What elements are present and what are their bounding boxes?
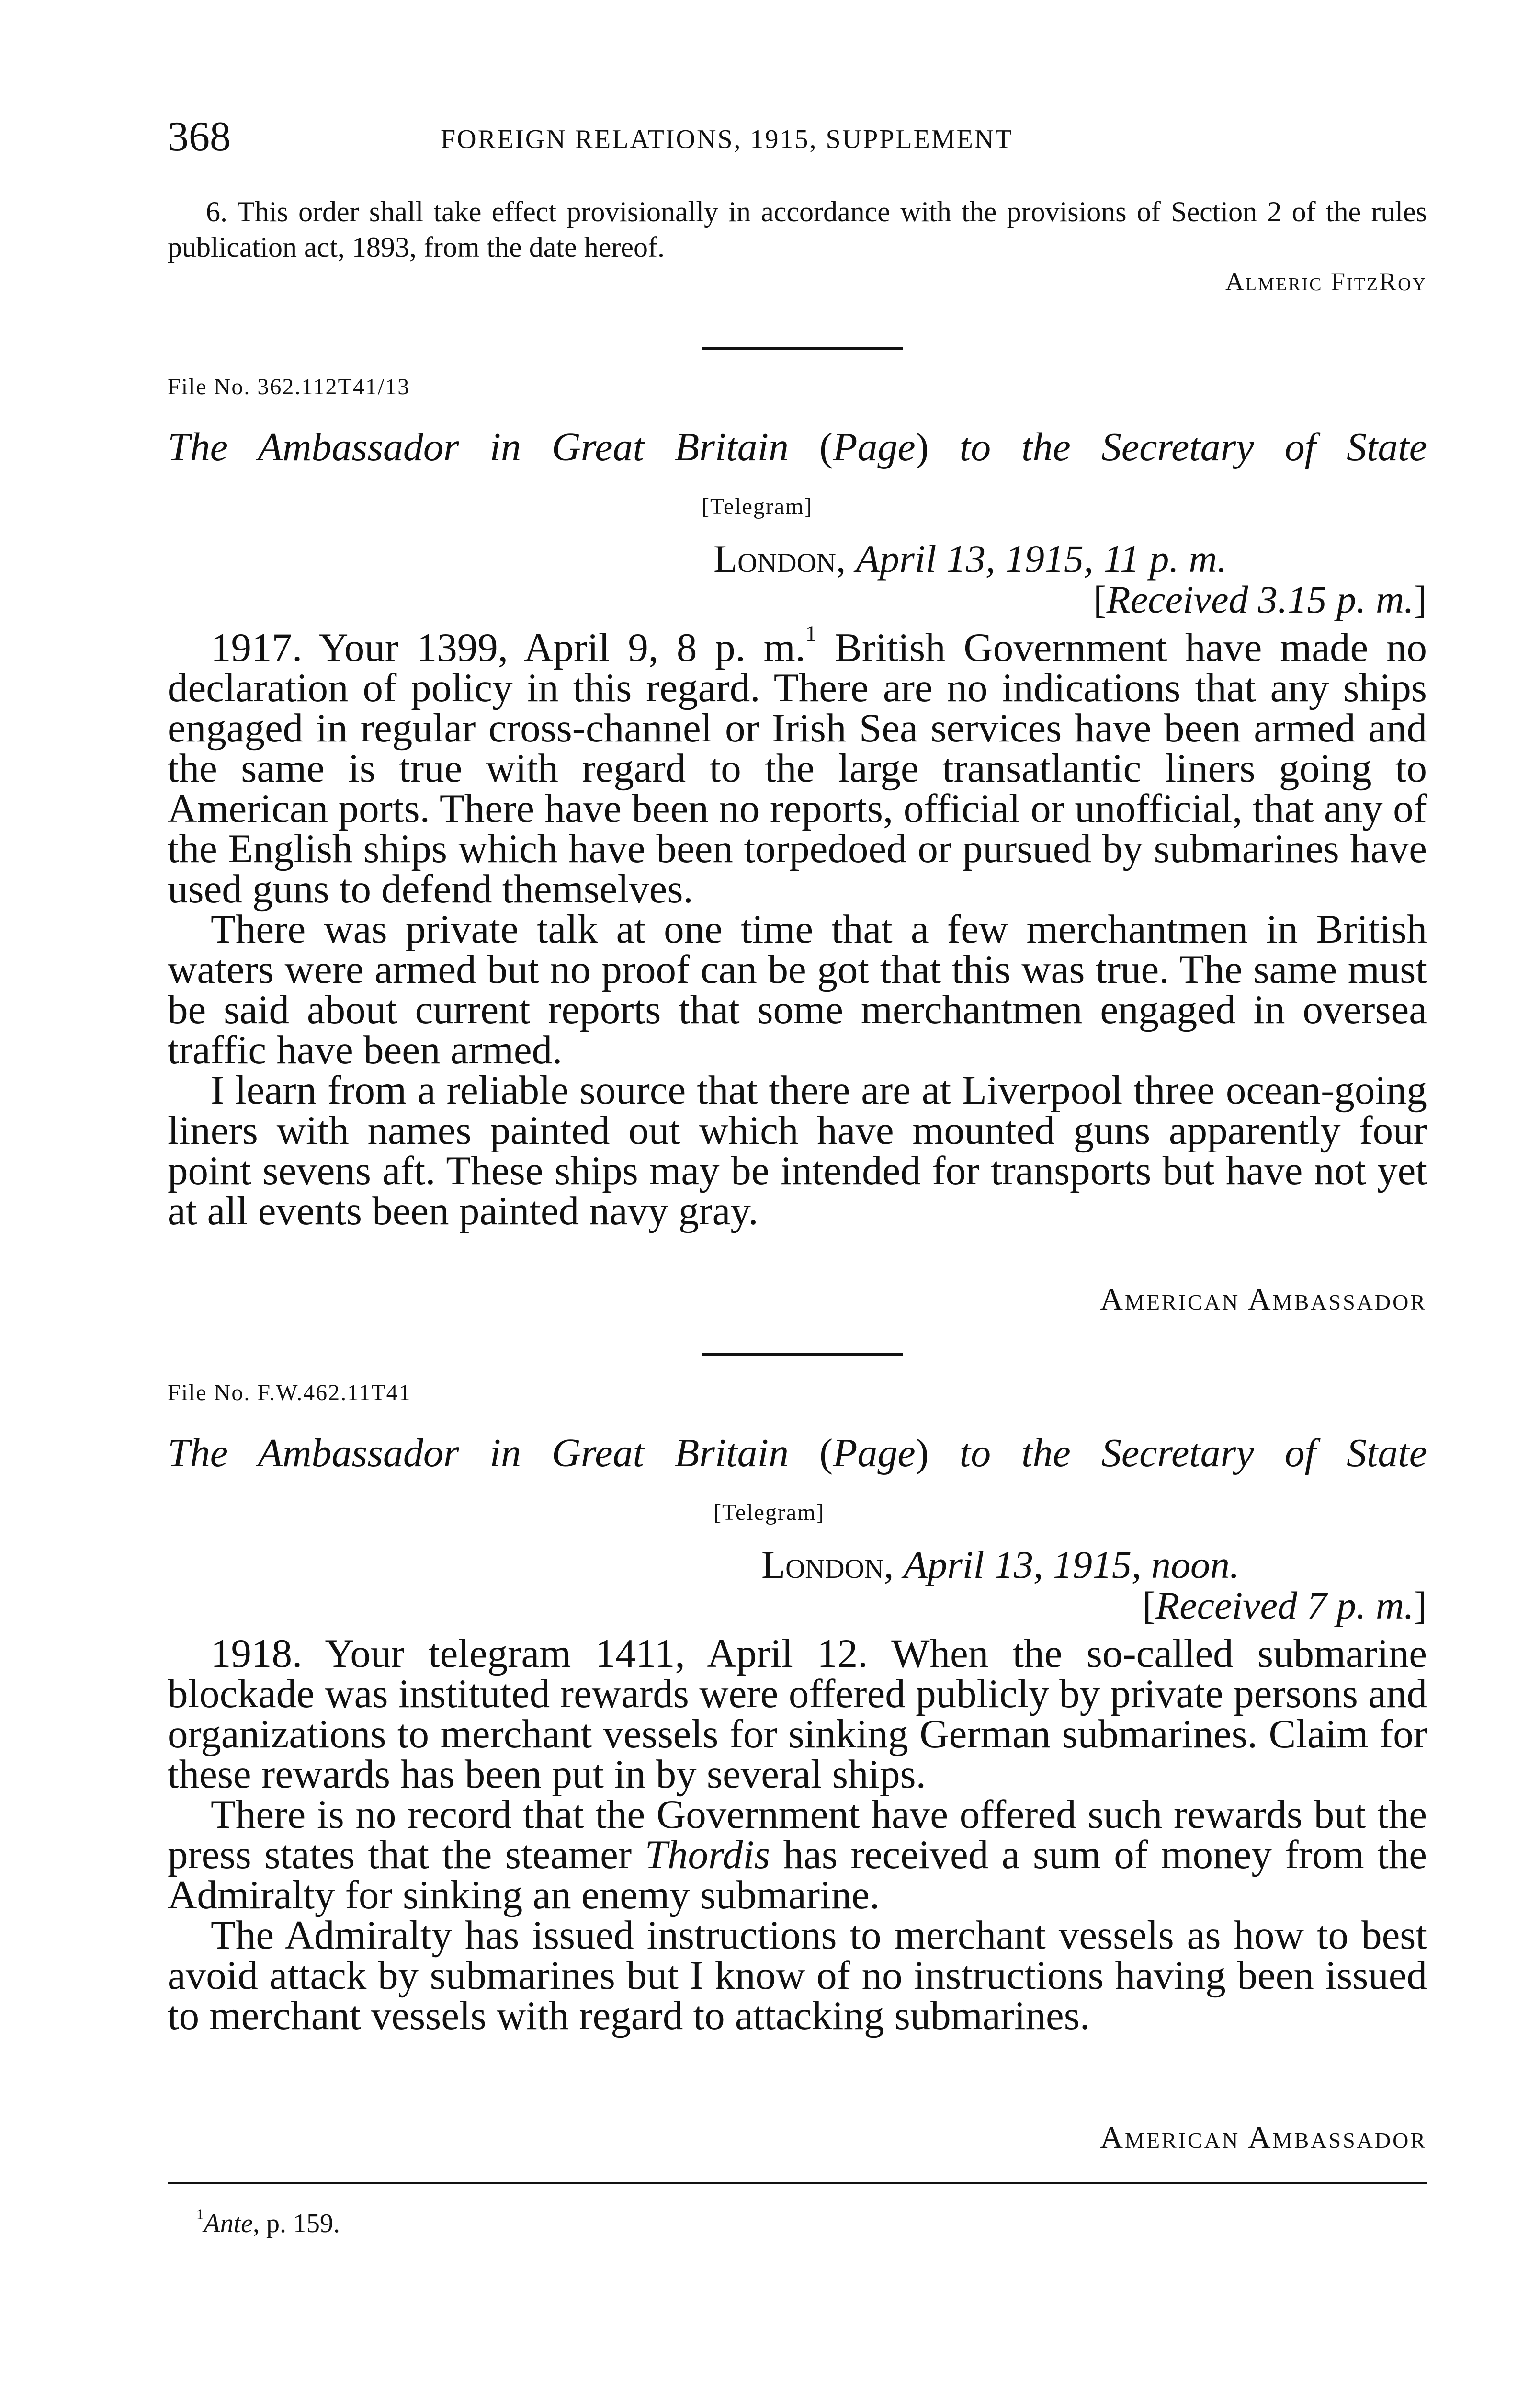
doc2-paragraph-2 bbox=[168, 1794, 1427, 1915]
doc1-received-bracket-close: ] bbox=[1414, 578, 1427, 621]
doc1-paragraph-1 bbox=[168, 621, 1427, 912]
footnote bbox=[196, 2208, 340, 2239]
doc1-place: London, bbox=[713, 537, 846, 581]
footnote-rule bbox=[168, 2182, 1427, 2184]
doc2-signature: American Ambassador bbox=[1100, 2120, 1427, 2155]
doc2-date: April 13, 1915, noon. bbox=[903, 1543, 1240, 1586]
doc1-paragraph-2: There was private talk at one time that a few merchantmen in British waters were armed but no proof can be got that this was true. The same must be said about current reports that some merchantmen engaged in oversea traffic have been armed. bbox=[168, 907, 1427, 1072]
doc1-received-bracket-open: [ bbox=[1093, 578, 1107, 621]
top-signature: Almeric FitzRoy bbox=[1225, 267, 1427, 296]
doc1-heading-paren-open: ( bbox=[819, 425, 833, 469]
doc1-heading-part2: to the Secretary of State bbox=[929, 425, 1427, 469]
doc2-place: London, bbox=[761, 1543, 894, 1586]
doc1-body bbox=[168, 621, 1427, 1233]
doc2-heading-page: Page bbox=[833, 1431, 916, 1475]
doc1-p1-text: 1917. Your 1399, April 9, 8 p. m. bbox=[211, 625, 805, 670]
doc1-heading-part1: The Ambassador in Great Britain bbox=[168, 425, 820, 469]
footnote-ref-rest: , p. 159. bbox=[253, 2209, 340, 2238]
doc2-paragraph-3: The Admiralty has issued instructions to merchant vessels as how to best avoid attack by submarines but I know of no instructions having been issued to merchant vessels with regard to attacking submarines. bbox=[168, 1913, 1427, 2038]
doc2-ship-name: Thordis bbox=[645, 1832, 770, 1877]
doc2-file-number: File No. F.W.462.11T41 bbox=[168, 1380, 411, 1405]
footnote-mark: 1 bbox=[196, 2206, 204, 2223]
doc2-body bbox=[168, 1633, 1427, 2036]
order-paragraph: 6. This order shall take effect provisionally in accordance with the provisions of Section 2 of the rules publication act, 1893, from the date hereof. bbox=[168, 196, 1427, 263]
doc2-dateline bbox=[761, 1542, 1240, 1587]
doc1-p1-rest: British Government have made no declaration of policy in this regard. There are no indications that any ships engaged in regular cross-channel or Irish Sea services have been armed and the same is true with regard to the large transatlantic liners going to American ports. There have been no reports, official or unofficial, that any of the English ships which have been torpedoed or pursued by submarines have used guns to defend themselves. bbox=[168, 625, 1427, 912]
footnote-ref-mark: 1 bbox=[805, 621, 817, 646]
doc2-received bbox=[1143, 1583, 1427, 1628]
doc1-dateline bbox=[713, 536, 1227, 582]
doc1-received bbox=[1093, 577, 1427, 622]
book-title: FOREIGN RELATIONS, 1915, SUPPLEMENT bbox=[441, 125, 1013, 154]
doc1-signature: American Ambassador bbox=[1100, 1282, 1427, 1317]
doc2-received-bracket-open: [ bbox=[1142, 1584, 1156, 1627]
doc1-heading bbox=[168, 424, 1427, 470]
doc1-date: April 13, 1915, 11 p. m. bbox=[855, 537, 1227, 581]
doc2-paragraph-1: 1918. Your telegram 1411, April 12. When the so-called submarine blockade was instituted rewards were offered publicly by private persons and organizations to merchant vessels for sinking German submarines. Claim for these rewards has been put in by several ships. bbox=[168, 1631, 1427, 1797]
section-divider bbox=[702, 347, 903, 350]
doc2-received-text: Received 7 p. m. bbox=[1155, 1584, 1414, 1627]
doc2-heading-part1: The Ambassador in Great Britain bbox=[168, 1431, 820, 1475]
section-divider-2 bbox=[702, 1353, 903, 1356]
doc2-telegram-label: [Telegram] bbox=[713, 1500, 825, 1525]
doc2-heading-part2: to the Secretary of State bbox=[929, 1431, 1427, 1475]
doc1-paragraph-3: I learn from a reliable source that there are at Liverpool three ocean-going liners with names painted out which have mounted guns apparently four point sevens aft. These ships may be intended for transports but have not yet at all events been painted navy gray. bbox=[168, 1068, 1427, 1233]
doc1-heading-paren-close: ) bbox=[915, 425, 929, 469]
doc1-telegram-label: [Telegram] bbox=[702, 494, 813, 519]
running-head bbox=[168, 113, 1427, 165]
doc2-p2-a: There is no record that the Government have offered such rewards but the press states that the steamer bbox=[168, 1792, 1427, 1877]
doc2-heading-paren-open: ( bbox=[819, 1431, 833, 1475]
page-number: 368 bbox=[168, 114, 231, 160]
doc1-file-number: File No. 362.112T41/13 bbox=[168, 374, 410, 399]
doc2-heading bbox=[168, 1430, 1427, 1476]
top-section bbox=[168, 194, 1427, 297]
doc1-received-text: Received 3.15 p. m. bbox=[1106, 578, 1414, 621]
doc1-heading-page: Page bbox=[833, 425, 916, 469]
doc2-heading-paren-close: ) bbox=[915, 1431, 929, 1475]
footnote-ref-italic: Ante bbox=[204, 2209, 253, 2238]
doc2-received-bracket-close: ] bbox=[1414, 1584, 1427, 1627]
doc2-p2-b: has received a sum of money from the Admiralty for sinking an enemy submarine. bbox=[168, 1832, 1427, 1917]
